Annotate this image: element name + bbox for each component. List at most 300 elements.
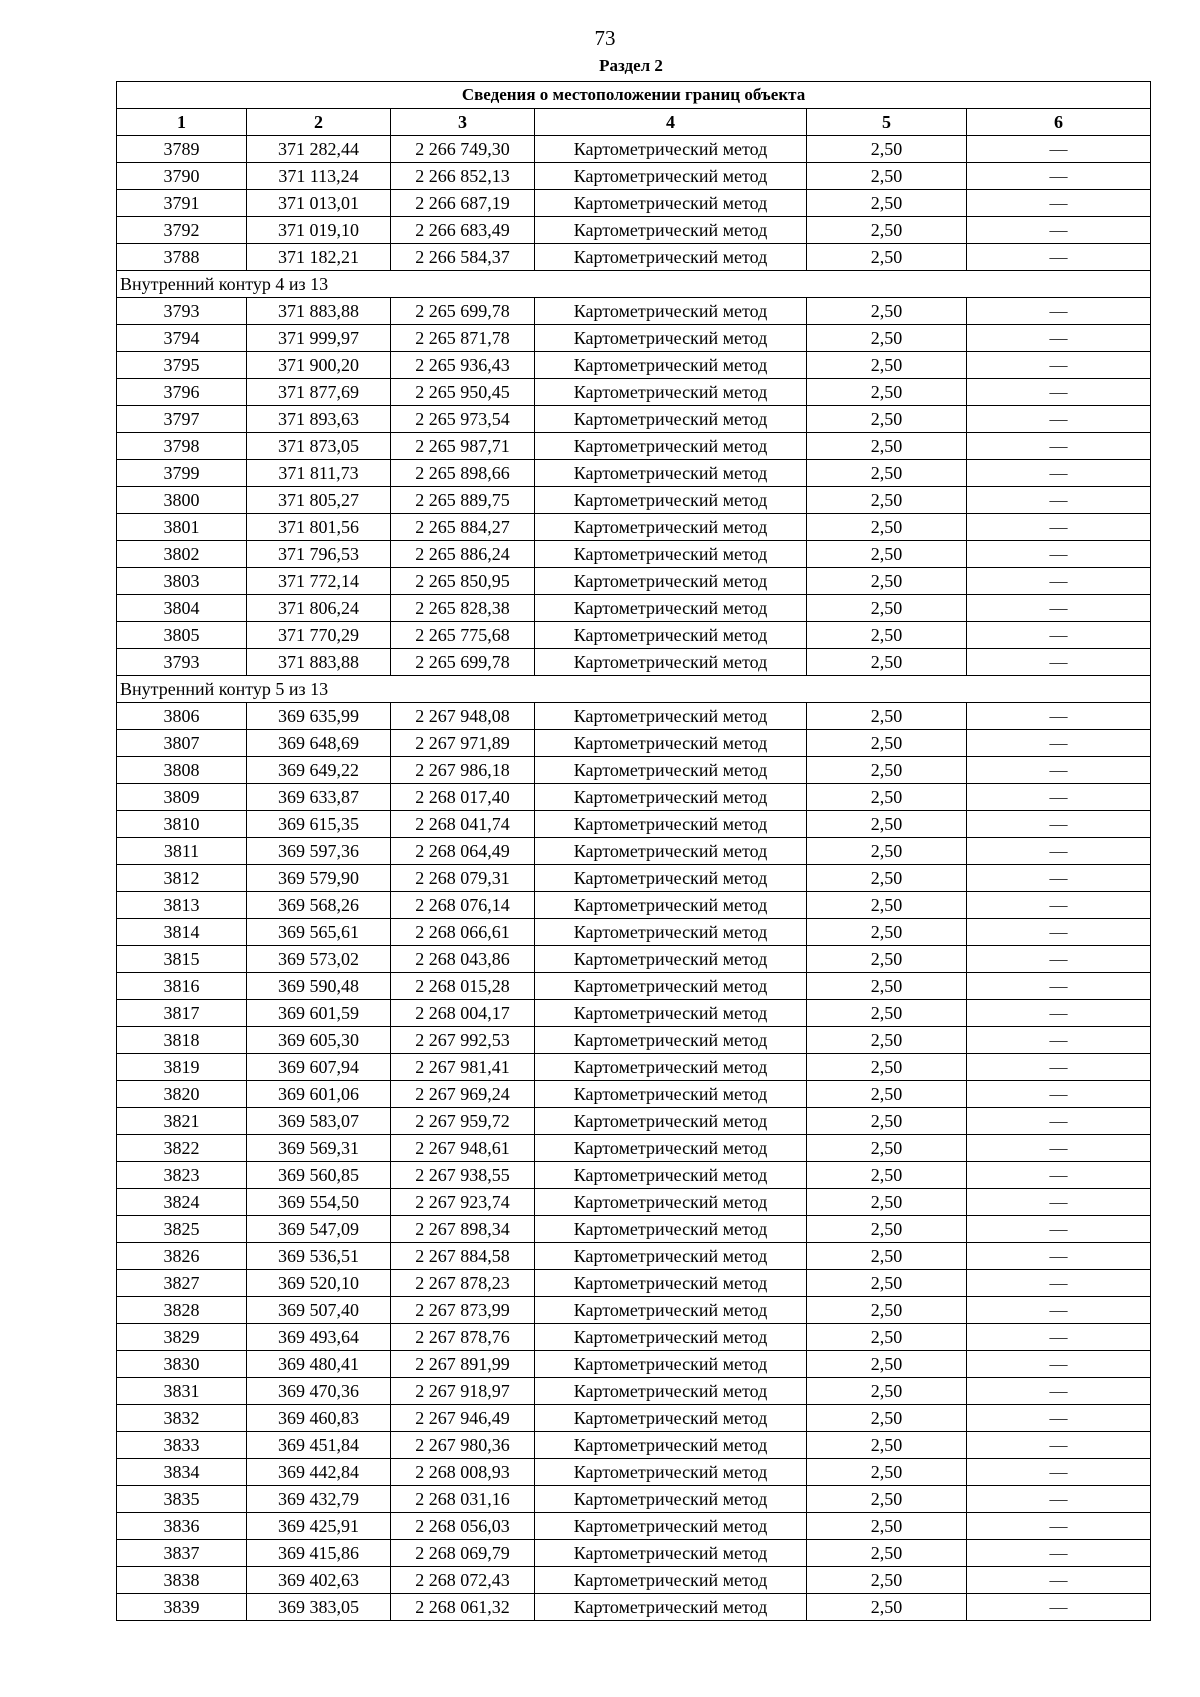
point-number-cell: 3835 bbox=[117, 1486, 247, 1513]
x-coordinate-cell: 371 999,97 bbox=[247, 325, 391, 352]
section-title: Раздел 2 bbox=[599, 56, 663, 75]
x-coordinate-cell: 369 565,61 bbox=[247, 919, 391, 946]
table-row bbox=[117, 1486, 1151, 1513]
table-row bbox=[117, 1054, 1151, 1081]
point-number-cell: 3788 bbox=[117, 244, 247, 271]
method-cell: Картометрический метод bbox=[535, 1270, 807, 1297]
description-cell: — bbox=[967, 352, 1151, 379]
description-cell: — bbox=[967, 217, 1151, 244]
point-number-cell: 3790 bbox=[117, 163, 247, 190]
point-number-cell: 3805 bbox=[117, 622, 247, 649]
y-coordinate-cell: 2 265 936,43 bbox=[391, 352, 535, 379]
description-cell: — bbox=[967, 1567, 1151, 1594]
accuracy-cell: 2,50 bbox=[807, 244, 967, 271]
method-cell: Картометрический метод bbox=[535, 1594, 807, 1621]
point-number-cell: 3795 bbox=[117, 352, 247, 379]
y-coordinate-cell: 2 267 923,74 bbox=[391, 1189, 535, 1216]
table-row bbox=[117, 865, 1151, 892]
y-coordinate-cell: 2 265 850,95 bbox=[391, 568, 535, 595]
description-cell: — bbox=[967, 136, 1151, 163]
y-coordinate-cell: 2 268 076,14 bbox=[391, 892, 535, 919]
method-cell: Картометрический метод bbox=[535, 1486, 807, 1513]
method-cell: Картометрический метод bbox=[535, 973, 807, 1000]
x-coordinate-cell: 369 451,84 bbox=[247, 1432, 391, 1459]
table-row bbox=[117, 514, 1151, 541]
point-number-cell: 3824 bbox=[117, 1189, 247, 1216]
table-row bbox=[117, 1594, 1151, 1621]
accuracy-cell: 2,50 bbox=[807, 352, 967, 379]
x-coordinate-cell: 371 805,27 bbox=[247, 487, 391, 514]
point-number-cell: 3793 bbox=[117, 298, 247, 325]
point-number-cell: 3807 bbox=[117, 730, 247, 757]
table-row bbox=[117, 1108, 1151, 1135]
y-coordinate-cell: 2 268 064,49 bbox=[391, 838, 535, 865]
description-cell: — bbox=[967, 1459, 1151, 1486]
table-row bbox=[117, 136, 1151, 163]
table-row bbox=[117, 595, 1151, 622]
description-cell: — bbox=[967, 595, 1151, 622]
y-coordinate-cell: 2 266 584,37 bbox=[391, 244, 535, 271]
point-number-cell: 3798 bbox=[117, 433, 247, 460]
point-number-cell: 3827 bbox=[117, 1270, 247, 1297]
method-cell: Картометрический метод bbox=[535, 811, 807, 838]
accuracy-cell: 2,50 bbox=[807, 487, 967, 514]
table-row bbox=[117, 1567, 1151, 1594]
method-cell: Картометрический метод bbox=[535, 946, 807, 973]
description-cell: — bbox=[967, 298, 1151, 325]
y-coordinate-cell: 2 267 891,99 bbox=[391, 1351, 535, 1378]
y-coordinate-cell: 2 267 878,23 bbox=[391, 1270, 535, 1297]
accuracy-cell: 2,50 bbox=[807, 1054, 967, 1081]
table-title: Сведения о местоположении границ объекта bbox=[117, 82, 1151, 109]
description-cell: — bbox=[967, 379, 1151, 406]
y-coordinate-cell: 2 267 948,08 bbox=[391, 703, 535, 730]
table-row bbox=[117, 298, 1151, 325]
method-cell: Картометрический метод bbox=[535, 1540, 807, 1567]
description-cell: — bbox=[967, 1189, 1151, 1216]
accuracy-cell: 2,50 bbox=[807, 919, 967, 946]
column-number: 6 bbox=[967, 109, 1151, 136]
description-cell: — bbox=[967, 1270, 1151, 1297]
accuracy-cell: 2,50 bbox=[807, 1513, 967, 1540]
accuracy-cell: 2,50 bbox=[807, 514, 967, 541]
x-coordinate-cell: 369 432,79 bbox=[247, 1486, 391, 1513]
method-cell: Картометрический метод bbox=[535, 325, 807, 352]
point-number-cell: 3839 bbox=[117, 1594, 247, 1621]
column-number: 3 bbox=[391, 109, 535, 136]
method-cell: Картометрический метод bbox=[535, 1216, 807, 1243]
x-coordinate-cell: 371 772,14 bbox=[247, 568, 391, 595]
description-cell: — bbox=[967, 190, 1151, 217]
accuracy-cell: 2,50 bbox=[807, 1081, 967, 1108]
description-cell: — bbox=[967, 1135, 1151, 1162]
point-number-cell: 3799 bbox=[117, 460, 247, 487]
description-cell: — bbox=[967, 973, 1151, 1000]
table-row bbox=[117, 1270, 1151, 1297]
method-cell: Картометрический метод bbox=[535, 1513, 807, 1540]
column-number: 1 bbox=[117, 109, 247, 136]
description-cell: — bbox=[967, 1162, 1151, 1189]
description-cell: — bbox=[967, 1486, 1151, 1513]
table-row bbox=[117, 1459, 1151, 1486]
x-coordinate-cell: 369 573,02 bbox=[247, 946, 391, 973]
y-coordinate-cell: 2 268 043,86 bbox=[391, 946, 535, 973]
accuracy-cell: 2,50 bbox=[807, 568, 967, 595]
description-cell: — bbox=[967, 892, 1151, 919]
point-number-cell: 3803 bbox=[117, 568, 247, 595]
table-row bbox=[117, 973, 1151, 1000]
accuracy-cell: 2,50 bbox=[807, 730, 967, 757]
table-row bbox=[117, 946, 1151, 973]
accuracy-cell: 2,50 bbox=[807, 433, 967, 460]
description-cell: — bbox=[967, 1324, 1151, 1351]
y-coordinate-cell: 2 265 987,71 bbox=[391, 433, 535, 460]
table-row bbox=[117, 568, 1151, 595]
accuracy-cell: 2,50 bbox=[807, 865, 967, 892]
method-cell: Картометрический метод bbox=[535, 1324, 807, 1351]
accuracy-cell: 2,50 bbox=[807, 1243, 967, 1270]
method-cell: Картометрический метод bbox=[535, 649, 807, 676]
point-number-cell: 3794 bbox=[117, 325, 247, 352]
y-coordinate-cell: 2 265 950,45 bbox=[391, 379, 535, 406]
y-coordinate-cell: 2 267 884,58 bbox=[391, 1243, 535, 1270]
y-coordinate-cell: 2 267 986,18 bbox=[391, 757, 535, 784]
table-row bbox=[117, 460, 1151, 487]
method-cell: Картометрический метод bbox=[535, 1081, 807, 1108]
x-coordinate-cell: 369 597,36 bbox=[247, 838, 391, 865]
description-cell: — bbox=[967, 1000, 1151, 1027]
method-cell: Картометрический метод bbox=[535, 1108, 807, 1135]
y-coordinate-cell: 2 267 946,49 bbox=[391, 1405, 535, 1432]
accuracy-cell: 2,50 bbox=[807, 136, 967, 163]
method-cell: Картометрический метод bbox=[535, 1567, 807, 1594]
point-number-cell: 3813 bbox=[117, 892, 247, 919]
method-cell: Картометрический метод bbox=[535, 190, 807, 217]
accuracy-cell: 2,50 bbox=[807, 1378, 967, 1405]
x-coordinate-cell: 371 806,24 bbox=[247, 595, 391, 622]
method-cell: Картометрический метод bbox=[535, 784, 807, 811]
table-row bbox=[117, 838, 1151, 865]
method-cell: Картометрический метод bbox=[535, 919, 807, 946]
accuracy-cell: 2,50 bbox=[807, 1162, 967, 1189]
y-coordinate-cell: 2 268 061,32 bbox=[391, 1594, 535, 1621]
table-row bbox=[117, 1243, 1151, 1270]
table-row bbox=[117, 1027, 1151, 1054]
y-coordinate-cell: 2 265 973,54 bbox=[391, 406, 535, 433]
x-coordinate-cell: 371 900,20 bbox=[247, 352, 391, 379]
accuracy-cell: 2,50 bbox=[807, 1027, 967, 1054]
table-row bbox=[117, 1324, 1151, 1351]
y-coordinate-cell: 2 268 056,03 bbox=[391, 1513, 535, 1540]
x-coordinate-cell: 369 560,85 bbox=[247, 1162, 391, 1189]
method-cell: Картометрический метод bbox=[535, 1405, 807, 1432]
table-row bbox=[117, 757, 1151, 784]
x-coordinate-cell: 369 470,36 bbox=[247, 1378, 391, 1405]
table-row bbox=[117, 487, 1151, 514]
table-row bbox=[117, 325, 1151, 352]
accuracy-cell: 2,50 bbox=[807, 892, 967, 919]
x-coordinate-cell: 369 460,83 bbox=[247, 1405, 391, 1432]
x-coordinate-cell: 369 648,69 bbox=[247, 730, 391, 757]
description-cell: — bbox=[967, 433, 1151, 460]
table-row bbox=[117, 1351, 1151, 1378]
accuracy-cell: 2,50 bbox=[807, 784, 967, 811]
table-row bbox=[117, 163, 1151, 190]
point-number-cell: 3822 bbox=[117, 1135, 247, 1162]
x-coordinate-cell: 371 113,24 bbox=[247, 163, 391, 190]
method-cell: Картометрический метод bbox=[535, 1351, 807, 1378]
y-coordinate-cell: 2 266 687,19 bbox=[391, 190, 535, 217]
x-coordinate-cell: 369 442,84 bbox=[247, 1459, 391, 1486]
point-number-cell: 3810 bbox=[117, 811, 247, 838]
x-coordinate-cell: 371 796,53 bbox=[247, 541, 391, 568]
y-coordinate-cell: 2 267 938,55 bbox=[391, 1162, 535, 1189]
x-coordinate-cell: 369 607,94 bbox=[247, 1054, 391, 1081]
accuracy-cell: 2,50 bbox=[807, 703, 967, 730]
accuracy-cell: 2,50 bbox=[807, 217, 967, 244]
accuracy-cell: 2,50 bbox=[807, 838, 967, 865]
accuracy-cell: 2,50 bbox=[807, 811, 967, 838]
table-row bbox=[117, 1297, 1151, 1324]
accuracy-cell: 2,50 bbox=[807, 406, 967, 433]
x-coordinate-cell: 371 019,10 bbox=[247, 217, 391, 244]
method-cell: Картометрический метод bbox=[535, 1243, 807, 1270]
x-coordinate-cell: 369 507,40 bbox=[247, 1297, 391, 1324]
x-coordinate-cell: 369 554,50 bbox=[247, 1189, 391, 1216]
accuracy-cell: 2,50 bbox=[807, 325, 967, 352]
table-body bbox=[117, 136, 1151, 1621]
accuracy-cell: 2,50 bbox=[807, 298, 967, 325]
table-row bbox=[117, 1189, 1151, 1216]
table-row bbox=[117, 622, 1151, 649]
y-coordinate-cell: 2 267 873,99 bbox=[391, 1297, 535, 1324]
point-number-cell: 3811 bbox=[117, 838, 247, 865]
point-number-cell: 3821 bbox=[117, 1108, 247, 1135]
point-number-cell: 3837 bbox=[117, 1540, 247, 1567]
description-cell: — bbox=[967, 1594, 1151, 1621]
x-coordinate-cell: 371 883,88 bbox=[247, 298, 391, 325]
contour-label: Внутренний контур 4 из 13 bbox=[117, 271, 1151, 298]
table-row bbox=[117, 406, 1151, 433]
method-cell: Картометрический метод bbox=[535, 838, 807, 865]
description-cell: — bbox=[967, 1243, 1151, 1270]
x-coordinate-cell: 369 520,10 bbox=[247, 1270, 391, 1297]
x-coordinate-cell: 369 590,48 bbox=[247, 973, 391, 1000]
accuracy-cell: 2,50 bbox=[807, 163, 967, 190]
point-number-cell: 3819 bbox=[117, 1054, 247, 1081]
y-coordinate-cell: 2 267 969,24 bbox=[391, 1081, 535, 1108]
description-cell: — bbox=[967, 1513, 1151, 1540]
description-cell: — bbox=[967, 919, 1151, 946]
y-coordinate-cell: 2 268 015,28 bbox=[391, 973, 535, 1000]
point-number-cell: 3825 bbox=[117, 1216, 247, 1243]
accuracy-cell: 2,50 bbox=[807, 1432, 967, 1459]
point-number-cell: 3831 bbox=[117, 1378, 247, 1405]
accuracy-cell: 2,50 bbox=[807, 973, 967, 1000]
y-coordinate-cell: 2 267 898,34 bbox=[391, 1216, 535, 1243]
accuracy-cell: 2,50 bbox=[807, 1324, 967, 1351]
y-coordinate-cell: 2 267 971,89 bbox=[391, 730, 535, 757]
column-number: 4 bbox=[535, 109, 807, 136]
y-coordinate-cell: 2 268 031,16 bbox=[391, 1486, 535, 1513]
x-coordinate-cell: 369 547,09 bbox=[247, 1216, 391, 1243]
table-row bbox=[117, 352, 1151, 379]
y-coordinate-cell: 2 265 699,78 bbox=[391, 298, 535, 325]
x-coordinate-cell: 369 493,64 bbox=[247, 1324, 391, 1351]
point-number-cell: 3800 bbox=[117, 487, 247, 514]
table-row bbox=[117, 919, 1151, 946]
x-coordinate-cell: 371 873,05 bbox=[247, 433, 391, 460]
y-coordinate-cell: 2 266 852,13 bbox=[391, 163, 535, 190]
point-number-cell: 3797 bbox=[117, 406, 247, 433]
x-coordinate-cell: 369 480,41 bbox=[247, 1351, 391, 1378]
method-cell: Картометрический метод bbox=[535, 622, 807, 649]
description-cell: — bbox=[967, 487, 1151, 514]
accuracy-cell: 2,50 bbox=[807, 1567, 967, 1594]
method-cell: Картометрический метод bbox=[535, 892, 807, 919]
accuracy-cell: 2,50 bbox=[807, 379, 967, 406]
point-number-cell: 3808 bbox=[117, 757, 247, 784]
accuracy-cell: 2,50 bbox=[807, 190, 967, 217]
description-cell: — bbox=[967, 622, 1151, 649]
x-coordinate-cell: 369 649,22 bbox=[247, 757, 391, 784]
x-coordinate-cell: 369 536,51 bbox=[247, 1243, 391, 1270]
point-number-cell: 3814 bbox=[117, 919, 247, 946]
table-row bbox=[117, 649, 1151, 676]
y-coordinate-cell: 2 265 898,66 bbox=[391, 460, 535, 487]
x-coordinate-cell: 371 893,63 bbox=[247, 406, 391, 433]
accuracy-cell: 2,50 bbox=[807, 622, 967, 649]
description-cell: — bbox=[967, 1540, 1151, 1567]
point-number-cell: 3809 bbox=[117, 784, 247, 811]
method-cell: Картометрический метод bbox=[535, 298, 807, 325]
point-number-cell: 3838 bbox=[117, 1567, 247, 1594]
point-number-cell: 3833 bbox=[117, 1432, 247, 1459]
y-coordinate-cell: 2 266 749,30 bbox=[391, 136, 535, 163]
method-cell: Картометрический метод bbox=[535, 1459, 807, 1486]
table-row bbox=[117, 217, 1151, 244]
y-coordinate-cell: 2 267 992,53 bbox=[391, 1027, 535, 1054]
table-row bbox=[117, 703, 1151, 730]
accuracy-cell: 2,50 bbox=[807, 757, 967, 784]
description-cell: — bbox=[967, 784, 1151, 811]
method-cell: Картометрический метод bbox=[535, 433, 807, 460]
method-cell: Картометрический метод bbox=[535, 406, 807, 433]
description-cell: — bbox=[967, 1351, 1151, 1378]
x-coordinate-cell: 371 182,21 bbox=[247, 244, 391, 271]
method-cell: Картометрический метод bbox=[535, 865, 807, 892]
accuracy-cell: 2,50 bbox=[807, 541, 967, 568]
method-cell: Картометрический метод bbox=[535, 1162, 807, 1189]
method-cell: Картометрический метод bbox=[535, 568, 807, 595]
method-cell: Картометрический метод bbox=[535, 1378, 807, 1405]
y-coordinate-cell: 2 265 886,24 bbox=[391, 541, 535, 568]
contour-header-row bbox=[117, 271, 1151, 298]
y-coordinate-cell: 2 268 066,61 bbox=[391, 919, 535, 946]
description-cell: — bbox=[967, 514, 1151, 541]
y-coordinate-cell: 2 265 884,27 bbox=[391, 514, 535, 541]
accuracy-cell: 2,50 bbox=[807, 1000, 967, 1027]
description-cell: — bbox=[967, 1297, 1151, 1324]
y-coordinate-cell: 2 267 948,61 bbox=[391, 1135, 535, 1162]
table-row bbox=[117, 892, 1151, 919]
description-cell: — bbox=[967, 541, 1151, 568]
method-cell: Картометрический метод bbox=[535, 1189, 807, 1216]
method-cell: Картометрический метод bbox=[535, 217, 807, 244]
method-cell: Картометрический метод bbox=[535, 352, 807, 379]
point-number-cell: 3832 bbox=[117, 1405, 247, 1432]
point-number-cell: 3834 bbox=[117, 1459, 247, 1486]
description-cell: — bbox=[967, 838, 1151, 865]
table-row bbox=[117, 1405, 1151, 1432]
y-coordinate-cell: 2 268 079,31 bbox=[391, 865, 535, 892]
y-coordinate-cell: 2 265 889,75 bbox=[391, 487, 535, 514]
x-coordinate-cell: 369 579,90 bbox=[247, 865, 391, 892]
accuracy-cell: 2,50 bbox=[807, 649, 967, 676]
table-row bbox=[117, 1432, 1151, 1459]
x-coordinate-cell: 369 568,26 bbox=[247, 892, 391, 919]
point-number-cell: 3806 bbox=[117, 703, 247, 730]
method-cell: Картометрический метод bbox=[535, 136, 807, 163]
x-coordinate-cell: 371 770,29 bbox=[247, 622, 391, 649]
y-coordinate-cell: 2 267 918,97 bbox=[391, 1378, 535, 1405]
x-coordinate-cell: 369 383,05 bbox=[247, 1594, 391, 1621]
description-cell: — bbox=[967, 325, 1151, 352]
x-coordinate-cell: 369 605,30 bbox=[247, 1027, 391, 1054]
point-number-cell: 3812 bbox=[117, 865, 247, 892]
page-number: 73 bbox=[594, 26, 616, 50]
x-coordinate-cell: 371 013,01 bbox=[247, 190, 391, 217]
method-cell: Картометрический метод bbox=[535, 595, 807, 622]
y-coordinate-cell: 2 268 017,40 bbox=[391, 784, 535, 811]
contour-header-row bbox=[117, 676, 1151, 703]
column-number: 5 bbox=[807, 109, 967, 136]
accuracy-cell: 2,50 bbox=[807, 1405, 967, 1432]
method-cell: Картометрический метод bbox=[535, 244, 807, 271]
description-cell: — bbox=[967, 649, 1151, 676]
x-coordinate-cell: 369 415,86 bbox=[247, 1540, 391, 1567]
accuracy-cell: 2,50 bbox=[807, 1459, 967, 1486]
y-coordinate-cell: 2 268 069,79 bbox=[391, 1540, 535, 1567]
description-cell: — bbox=[967, 757, 1151, 784]
point-number-cell: 3791 bbox=[117, 190, 247, 217]
x-coordinate-cell: 369 633,87 bbox=[247, 784, 391, 811]
y-coordinate-cell: 2 267 959,72 bbox=[391, 1108, 535, 1135]
point-number-cell: 3789 bbox=[117, 136, 247, 163]
accuracy-cell: 2,50 bbox=[807, 1351, 967, 1378]
accuracy-cell: 2,50 bbox=[807, 1540, 967, 1567]
x-coordinate-cell: 371 877,69 bbox=[247, 379, 391, 406]
x-coordinate-cell: 371 282,44 bbox=[247, 136, 391, 163]
accuracy-cell: 2,50 bbox=[807, 1486, 967, 1513]
table-row bbox=[117, 784, 1151, 811]
table-row bbox=[117, 1378, 1151, 1405]
method-cell: Картометрический метод bbox=[535, 757, 807, 784]
description-cell: — bbox=[967, 730, 1151, 757]
accuracy-cell: 2,50 bbox=[807, 1270, 967, 1297]
y-coordinate-cell: 2 265 699,78 bbox=[391, 649, 535, 676]
x-coordinate-cell: 369 615,35 bbox=[247, 811, 391, 838]
description-cell: — bbox=[967, 1405, 1151, 1432]
table-row bbox=[117, 811, 1151, 838]
method-cell: Картометрический метод bbox=[535, 460, 807, 487]
table-row bbox=[117, 1162, 1151, 1189]
table-row bbox=[117, 1081, 1151, 1108]
method-cell: Картометрический метод bbox=[535, 730, 807, 757]
description-cell: — bbox=[967, 1081, 1151, 1108]
x-coordinate-cell: 371 883,88 bbox=[247, 649, 391, 676]
description-cell: — bbox=[967, 865, 1151, 892]
